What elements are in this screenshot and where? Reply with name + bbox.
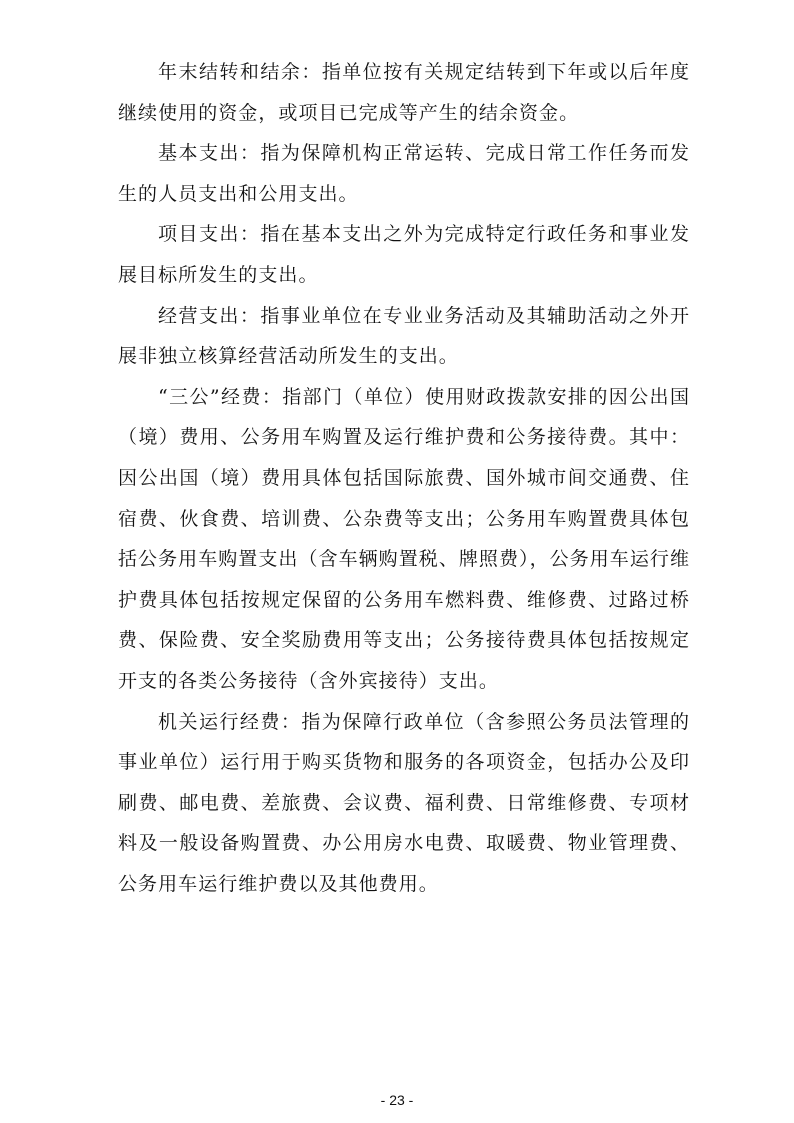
paragraph-three-public-expenses: “三公”经费：指部门（单位）使用财政拨款安排的因公出国（境）费用、公务用车购置及运行维护费和公务接待费。其中：因公出国（境）费用具体包括国际旅费、国外城市间交通费、住宿费、伙食费、培训费、公杂费等支出；公务用车购置费具体包括公务用车购置支出（含车辆购置税、牌照费），公务用车运行维护费具体包括按规定保留的公务用车燃料费、维修费、过路过桥费、保险费、安全奖励费用等支出；公务接待费具体包括按规定开支的各类公务接待（含外宾接待）支出。 bbox=[118, 385, 690, 692]
paragraph-operating-expenditure: 经营支出：指事业单位在专业业务活动及其辅助活动之外开展非独立核算经营活动所发生的支出。 bbox=[118, 304, 690, 368]
paragraph-project-expenditure: 项目支出：指在基本支出之外为完成特定行政任务和事业发展目标所发生的支出。 bbox=[118, 223, 690, 286]
paragraph-agency-operating-expenses: 机关运行经费：指为保障行政单位（含参照公务员法管理的事业单位）运行用于购买货物和服务的各项资金，包括办公及印刷费、邮电费、差旅费、会议费、福利费、日常维修费、专项材料及一般设备购置费、办公用房水电费、取暖费、物业管理费、公务用车运行维护费以及其他费用。 bbox=[118, 710, 690, 895]
paragraph-basic-expenditure: 基本支出：指为保障机构正常运转、完成日常工作任务而发生的人员支出和公用支出。 bbox=[118, 142, 690, 205]
paragraph-year-end-balance: 年末结转和结余：指单位按有关规定结转到下年或以后年度继续使用的资金，或项目已完成等产生的结余资金。 bbox=[118, 61, 690, 124]
document-body bbox=[118, 52, 690, 904]
page-number: - 23 - bbox=[380, 1092, 414, 1108]
